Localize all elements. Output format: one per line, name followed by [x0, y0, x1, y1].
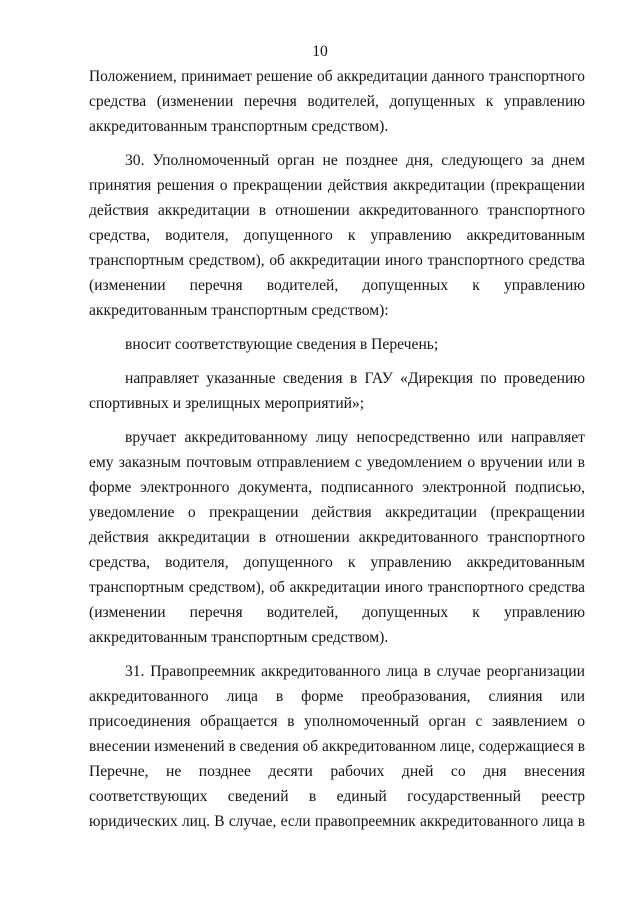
text-line: направляет указанные сведения в ГАУ «Дирекция по проведению — [125, 370, 585, 387]
text-line: аккредитованным транспортным средством). — [89, 118, 389, 135]
text-line: 30. Уполномоченный орган не позднее дня, следующего за днем — [125, 152, 585, 169]
text-line: принятия решения о прекращении действия аккредитации (прекращении — [89, 177, 585, 194]
text-line: Положением, принимает решение об аккредитации данного транспортного — [89, 68, 585, 85]
paragraph-list-item — [89, 332, 585, 357]
text-line: соответствующих сведений в единый государственный реестр — [89, 788, 585, 805]
text-line: Перечне, не позднее десяти рабочих дней со дня внесения — [89, 763, 585, 780]
text-line: транспортным средством), об аккредитации иного транспортного средства — [89, 579, 585, 596]
text-line: аккредитованным транспортным средством): — [89, 302, 389, 319]
text-line: средства, водителя, допущенного к управлению аккредитованным — [89, 554, 585, 571]
text-line: присоединения обращается в уполномоченный орган с заявлением о — [89, 713, 585, 730]
text-line: транспортным средством), об аккредитации иного транспортного средства — [89, 252, 585, 269]
text-line: ему заказным почтовым отправлением с уведомлением о вручении или в — [89, 454, 585, 471]
text-line: аккредитованным транспортным средством). — [89, 629, 389, 646]
text-line: форме электронного документа, подписанного электронной подписью, — [89, 479, 585, 496]
text-line: вручает аккредитованному лицу непосредственно или направляет — [125, 429, 585, 446]
text-line: уведомление о прекращении действия аккредитации (прекращении — [89, 504, 585, 521]
text-line: действия аккредитации в отношении аккредитованного транспортного — [89, 202, 585, 219]
text-line: (изменении перечня водителей, допущенных к управлению — [89, 277, 585, 294]
paragraph-list-item — [89, 366, 585, 416]
text-line: (изменении перечня водителей, допущенных к управлению — [89, 604, 585, 621]
text-line: 31. Правопреемник аккредитованного лица в случае реорганизации — [125, 663, 585, 680]
text-line: внесении изменений в сведения об аккредитованном лице, содержащиеся в — [89, 738, 585, 755]
paragraph-item-31 — [89, 659, 585, 834]
paragraph-continuation — [89, 64, 585, 139]
text-line: средства (изменении перечня водителей, допущенных к управлению — [89, 93, 585, 110]
text-line: вносит соответствующие сведения в Перечень; — [125, 336, 439, 353]
text-line: средства, водителя, допущенного к управлению аккредитованным — [89, 227, 585, 244]
text-line: аккредитованного лица в форме преобразования, слияния или — [89, 688, 585, 705]
paragraph-list-item — [89, 425, 585, 650]
text-line: спортивных и зрелищных мероприятий»; — [89, 395, 365, 412]
text-line: действия аккредитации в отношении аккредитованного транспортного — [89, 529, 585, 546]
text-line: юридических лиц. В случае, если правопреемник аккредитованного лица в — [89, 813, 585, 830]
paragraph-item-30 — [89, 148, 585, 323]
page-number: 10 — [312, 43, 328, 60]
document-body — [89, 64, 585, 834]
